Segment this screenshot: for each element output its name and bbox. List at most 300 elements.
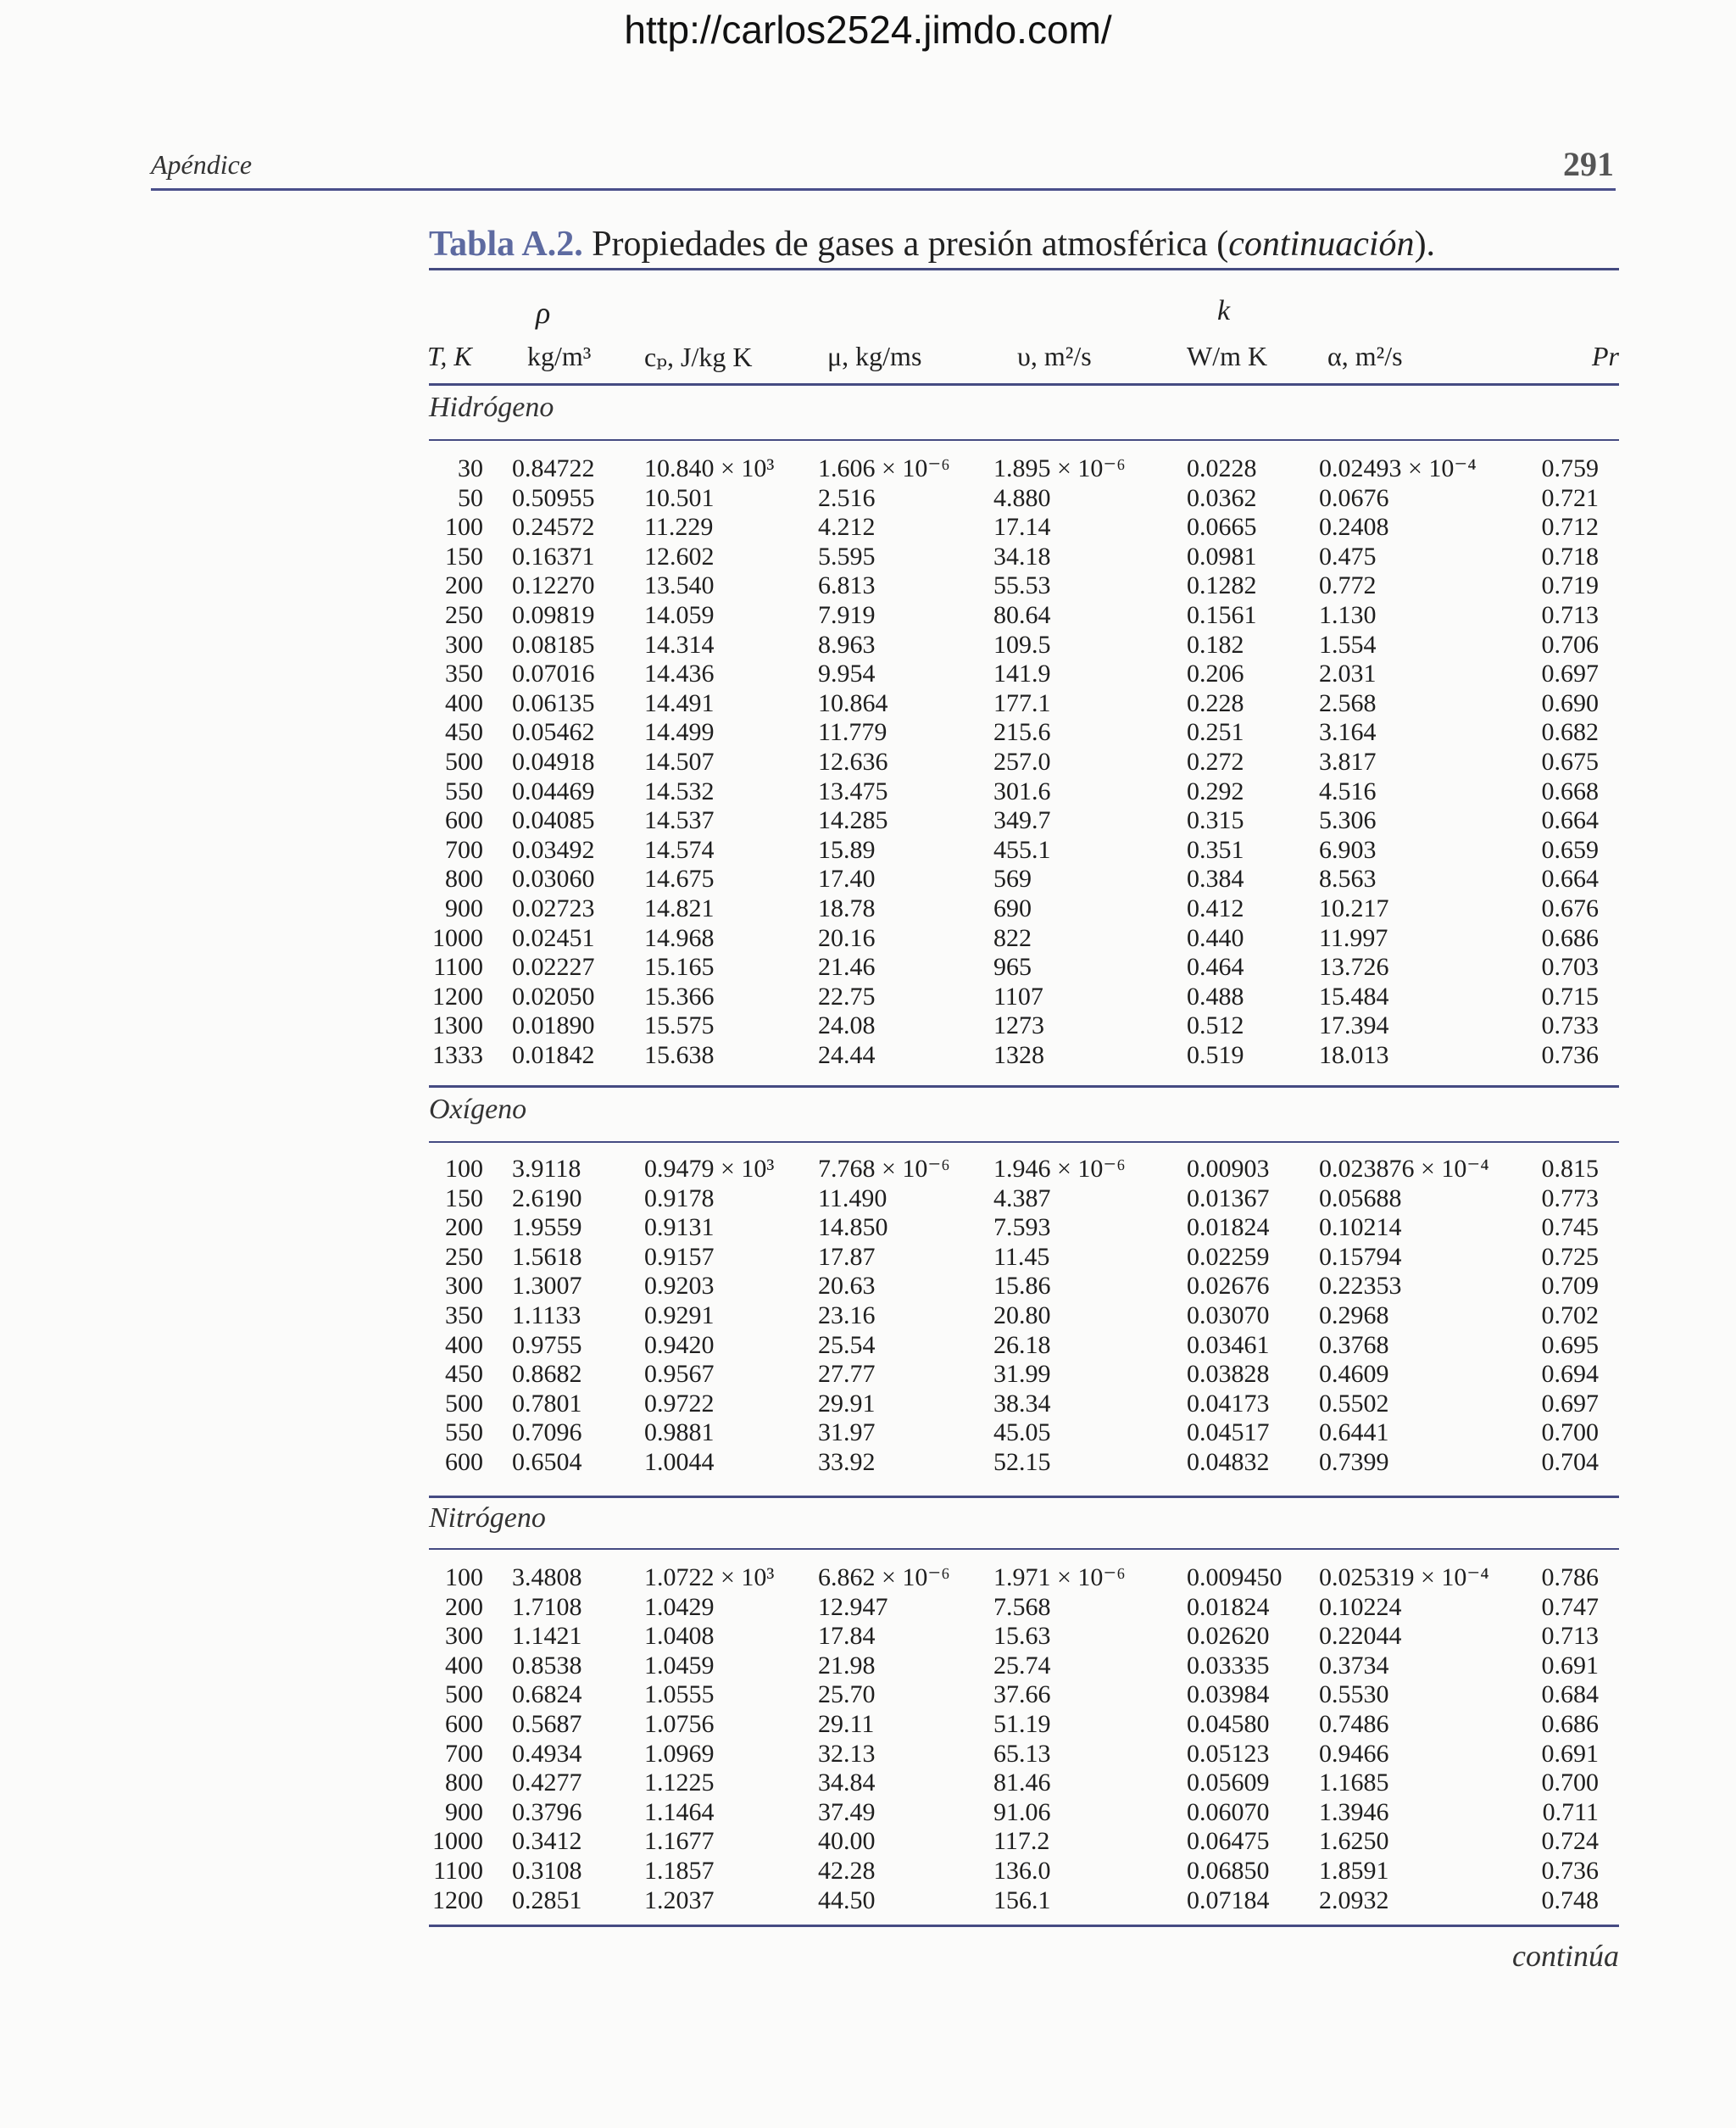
section-rule [429,383,1619,386]
cell-prandtl: 0.719 [1541,571,1599,600]
table-row [0,1041,1736,1071]
table-bottom-rule [429,1925,1619,1927]
cell-conductivity: 0.272 [1187,748,1244,776]
cell-specific-heat: 1.0969 [644,1739,715,1768]
cell-specific-heat: 12.602 [644,542,715,571]
cell-viscosity: 6.862 × 10⁻⁶ [818,1563,950,1591]
table-row [0,601,1736,631]
table-row [0,513,1736,543]
cell-prandtl: 0.686 [1541,923,1599,952]
cell-conductivity: 0.0228 [1187,454,1257,482]
cell-diffusivity: 0.025319 × 10⁻⁴ [1319,1563,1489,1591]
cell-kinematic-viscosity: 45.05 [993,1418,1051,1447]
cell-viscosity: 24.44 [818,1041,876,1069]
cell-prandtl: 0.684 [1541,1680,1599,1709]
cell-diffusivity: 0.0676 [1319,483,1389,512]
header-specific-heat: cₚ, J/kg K [644,342,753,372]
cell-viscosity: 22.75 [818,982,876,1011]
cell-diffusivity: 2.568 [1319,688,1377,717]
cell-temperature: 100 [445,1155,483,1183]
cell-temperature: 400 [445,688,483,717]
cell-temperature: 250 [445,601,483,629]
cell-density: 0.03492 [512,835,595,864]
cell-temperature: 300 [445,1272,483,1301]
cell-conductivity: 0.06850 [1187,1857,1270,1885]
cell-viscosity: 37.49 [818,1797,876,1826]
cell-kinematic-viscosity: 4.880 [993,483,1051,512]
cell-density: 0.01890 [512,1011,595,1040]
cell-temperature: 500 [445,1680,483,1709]
caption-rule [429,268,1619,270]
cell-viscosity: 24.08 [818,1011,876,1040]
cell-temperature: 400 [445,1651,483,1680]
header-viscosity: μ, kg/ms [827,341,922,371]
table-row [0,1272,1736,1301]
cell-density: 0.8682 [512,1360,582,1389]
cell-viscosity: 33.92 [818,1448,876,1476]
cell-conductivity: 0.03335 [1187,1651,1270,1680]
cell-density: 0.9755 [512,1330,582,1359]
cell-conductivity: 0.464 [1187,953,1244,982]
cell-conductivity: 0.0362 [1187,483,1257,512]
cell-temperature: 150 [445,542,483,571]
cell-prandtl: 0.745 [1541,1213,1599,1242]
table-row [0,484,1736,514]
cell-diffusivity: 15.484 [1319,982,1389,1011]
cell-specific-heat: 0.9157 [644,1242,715,1271]
cell-conductivity: 0.488 [1187,982,1244,1011]
cell-density: 0.2851 [512,1886,582,1914]
cell-diffusivity: 0.475 [1319,542,1377,571]
cell-density: 0.09819 [512,601,595,629]
cell-prandtl: 0.715 [1541,982,1599,1011]
cell-conductivity: 0.206 [1187,660,1244,688]
cell-kinematic-viscosity: 177.1 [993,688,1051,717]
cell-prandtl: 0.706 [1541,630,1599,659]
cell-temperature: 550 [445,777,483,805]
cell-specific-heat: 14.675 [644,865,715,894]
cell-specific-heat: 1.0555 [644,1680,715,1709]
table-row [0,1243,1736,1273]
cell-conductivity: 0.06475 [1187,1827,1270,1856]
cell-conductivity: 0.04173 [1187,1389,1270,1418]
cell-viscosity: 12.636 [818,748,888,776]
table-row [0,1390,1736,1419]
cell-diffusivity: 1.6250 [1319,1827,1389,1856]
cell-specific-heat: 0.9420 [644,1330,715,1359]
cell-viscosity: 25.70 [818,1680,876,1709]
table-row [0,1301,1736,1331]
cell-conductivity: 0.07184 [1187,1886,1270,1914]
cell-diffusivity: 0.02493 × 10⁻⁴ [1319,454,1477,482]
cell-prandtl: 0.748 [1541,1886,1599,1914]
table-label: Tabla A.2. [429,225,583,264]
cell-diffusivity: 0.15794 [1319,1242,1402,1271]
cell-diffusivity: 0.7486 [1319,1710,1389,1738]
cell-diffusivity: 0.2408 [1319,513,1389,542]
cell-viscosity: 20.63 [818,1272,876,1301]
cell-prandtl: 0.691 [1541,1651,1599,1680]
cell-density: 0.04469 [512,777,595,805]
cell-kinematic-viscosity: 117.2 [993,1827,1050,1856]
cell-specific-heat: 15.638 [644,1041,715,1069]
cell-temperature: 900 [445,1797,483,1826]
cell-density: 0.02723 [512,894,595,922]
cell-diffusivity: 2.031 [1319,660,1377,688]
cell-specific-heat: 14.314 [644,630,715,659]
cell-temperature: 700 [445,1739,483,1768]
cell-density: 1.1133 [512,1301,581,1329]
header-k-symbol: k [1217,295,1231,326]
cell-diffusivity: 0.3734 [1319,1651,1389,1680]
cell-density: 0.04085 [512,806,595,835]
cell-prandtl: 0.676 [1541,894,1599,922]
cell-specific-heat: 10.840 × 10³ [644,454,775,482]
cell-viscosity: 29.91 [818,1389,876,1418]
cell-conductivity: 0.03070 [1187,1301,1270,1329]
cell-diffusivity: 4.516 [1319,777,1377,805]
cell-prandtl: 0.675 [1541,748,1599,776]
section-inner-rule [429,1548,1619,1550]
cell-viscosity: 7.919 [818,601,876,629]
cell-kinematic-viscosity: 51.19 [993,1710,1051,1738]
cell-prandtl: 0.703 [1541,953,1599,982]
cell-temperature: 500 [445,748,483,776]
cell-density: 0.02227 [512,953,595,982]
cell-specific-heat: 10.501 [644,483,715,512]
cell-temperature: 250 [445,1242,483,1271]
cell-prandtl: 0.690 [1541,688,1599,717]
cell-specific-heat: 14.532 [644,777,715,805]
cell-conductivity: 0.412 [1187,894,1244,922]
cell-temperature: 1000 [432,923,483,952]
cell-conductivity: 0.292 [1187,777,1244,805]
cell-kinematic-viscosity: 20.80 [993,1301,1051,1329]
cell-kinematic-viscosity: 822 [993,923,1032,952]
cell-kinematic-viscosity: 215.6 [993,718,1051,747]
cell-temperature: 100 [445,1563,483,1591]
cell-density: 0.05462 [512,718,595,747]
running-head: Apéndice [151,149,253,180]
table-row [0,1593,1736,1623]
cell-specific-heat: 14.499 [644,718,715,747]
cell-kinematic-viscosity: 1.971 × 10⁻⁶ [993,1563,1126,1591]
cell-diffusivity: 8.563 [1319,865,1377,894]
table-row [0,571,1736,601]
cell-kinematic-viscosity: 569 [993,865,1032,894]
cell-temperature: 600 [445,1448,483,1476]
cell-prandtl: 0.733 [1541,1011,1599,1040]
cell-temperature: 1300 [432,1011,483,1040]
cell-conductivity: 0.01824 [1187,1213,1270,1242]
cell-specific-heat: 15.575 [644,1011,715,1040]
cell-density: 0.3796 [512,1797,582,1826]
cell-density: 1.3007 [512,1272,582,1301]
cell-specific-heat: 14.491 [644,688,715,717]
table-row [0,1769,1736,1798]
cell-conductivity: 0.04580 [1187,1710,1270,1738]
cell-conductivity: 0.02676 [1187,1272,1270,1301]
cell-temperature: 100 [445,513,483,542]
header-temperature: T, K [427,341,472,371]
cell-temperature: 550 [445,1418,483,1447]
cell-density: 0.6824 [512,1680,582,1709]
cell-prandtl: 0.659 [1541,835,1599,864]
cell-specific-heat: 1.1464 [644,1797,715,1826]
cell-viscosity: 21.46 [818,953,876,982]
cell-viscosity: 42.28 [818,1857,876,1885]
cell-temperature: 1100 [433,953,483,982]
table-row [0,1622,1736,1652]
cell-kinematic-viscosity: 11.45 [993,1242,1050,1271]
cell-kinematic-viscosity: 965 [993,953,1032,982]
cell-diffusivity: 0.5502 [1319,1389,1389,1418]
cell-diffusivity: 0.10214 [1319,1213,1402,1242]
cell-density: 0.3412 [512,1827,582,1856]
cell-prandtl: 0.697 [1541,660,1599,688]
cell-prandtl: 0.694 [1541,1360,1599,1389]
cell-temperature: 800 [445,865,483,894]
table-row [0,660,1736,689]
cell-viscosity: 32.13 [818,1739,876,1768]
cell-temperature: 400 [445,1330,483,1359]
cell-viscosity: 44.50 [818,1886,876,1914]
cell-temperature: 900 [445,894,483,922]
cell-viscosity: 15.89 [818,835,876,864]
cell-specific-heat: 0.9178 [644,1184,715,1212]
header-prandtl: Pr [1592,341,1619,371]
cell-prandtl: 0.713 [1541,601,1599,629]
table-row [0,1680,1736,1710]
cell-kinematic-viscosity: 136.0 [993,1857,1051,1885]
cell-density: 0.8538 [512,1651,582,1680]
table-row [0,1331,1736,1361]
table-row [0,1710,1736,1740]
table-row [0,777,1736,807]
table-row [0,1798,1736,1828]
table-row [0,865,1736,894]
cell-viscosity: 27.77 [818,1360,876,1389]
cell-diffusivity: 0.023876 × 10⁻⁴ [1319,1155,1489,1183]
cell-temperature: 1100 [433,1857,483,1885]
cell-density: 0.50955 [512,483,595,512]
table-row [0,1740,1736,1769]
cell-temperature: 1200 [432,1886,483,1914]
cell-diffusivity: 0.3768 [1319,1330,1389,1359]
cell-specific-heat: 13.540 [644,571,715,600]
cell-kinematic-viscosity: 349.7 [993,806,1051,835]
cell-conductivity: 0.02620 [1187,1622,1270,1651]
table-row [0,1418,1736,1448]
cell-viscosity: 20.16 [818,923,876,952]
cell-diffusivity: 13.726 [1319,953,1389,982]
cell-diffusivity: 11.997 [1319,923,1388,952]
table-row [0,1857,1736,1886]
cell-kinematic-viscosity: 34.18 [993,542,1051,571]
cell-specific-heat: 1.0459 [644,1651,715,1680]
cell-temperature: 450 [445,718,483,747]
cell-viscosity: 9.954 [818,660,876,688]
cell-temperature: 300 [445,1622,483,1651]
cell-conductivity: 0.05609 [1187,1769,1270,1797]
cell-kinematic-viscosity: 65.13 [993,1739,1051,1768]
cell-diffusivity: 0.5530 [1319,1680,1389,1709]
cell-specific-heat: 1.0722 × 10³ [644,1563,775,1591]
cell-temperature: 300 [445,630,483,659]
cell-viscosity: 14.850 [818,1213,888,1242]
cell-diffusivity: 0.772 [1319,571,1377,600]
cell-diffusivity: 0.7399 [1319,1448,1389,1476]
section-title: Oxígeno [429,1094,527,1125]
cell-viscosity: 12.947 [818,1592,888,1621]
cell-density: 0.07016 [512,660,595,688]
cell-temperature: 1000 [432,1827,483,1856]
cell-temperature: 150 [445,1184,483,1212]
cell-density: 0.24572 [512,513,595,542]
cell-prandtl: 0.815 [1541,1155,1599,1183]
caption-text: Propiedades de gases a presión atmosférica ( [582,225,1229,264]
table-row [0,1184,1736,1214]
cell-kinematic-viscosity: 25.74 [993,1651,1051,1680]
table-row [0,631,1736,660]
cell-kinematic-viscosity: 301.6 [993,777,1051,805]
cell-density: 1.1421 [512,1622,582,1651]
cell-diffusivity: 2.0932 [1319,1886,1389,1914]
cell-specific-heat: 14.059 [644,601,715,629]
table-row [0,1360,1736,1390]
cell-kinematic-viscosity: 690 [993,894,1032,922]
cell-prandtl: 0.700 [1541,1418,1599,1447]
cell-kinematic-viscosity: 4.387 [993,1184,1051,1212]
table-row [0,543,1736,572]
cell-viscosity: 40.00 [818,1827,876,1856]
source-url: http://carlos2524.jimdo.com/ [624,8,1112,52]
header-rho-symbol: ρ [536,296,551,330]
table-row [0,1886,1736,1916]
cell-diffusivity: 0.6441 [1319,1418,1389,1447]
cell-diffusivity: 3.164 [1319,718,1377,747]
cell-viscosity: 2.516 [818,483,876,512]
cell-conductivity: 0.00903 [1187,1155,1270,1183]
cell-density: 0.12270 [512,571,595,600]
cell-prandtl: 0.736 [1541,1857,1599,1885]
header-kinematic-viscosity: υ, m²/s [1017,341,1092,371]
cell-viscosity: 11.490 [818,1184,887,1212]
cell-kinematic-viscosity: 37.66 [993,1680,1051,1709]
cell-viscosity: 5.595 [818,542,876,571]
cell-diffusivity: 6.903 [1319,835,1377,864]
cell-conductivity: 0.228 [1187,688,1244,717]
cell-specific-heat: 1.0429 [644,1592,715,1621]
cell-kinematic-viscosity: 91.06 [993,1797,1051,1826]
cell-viscosity: 14.285 [818,806,888,835]
cell-specific-heat: 0.9881 [644,1418,715,1447]
cell-density: 0.06135 [512,688,595,717]
cell-specific-heat: 0.9203 [644,1272,715,1301]
cell-specific-heat: 1.1677 [644,1827,715,1856]
cell-conductivity: 0.03984 [1187,1680,1270,1709]
cell-specific-heat: 14.436 [644,660,715,688]
cell-temperature: 600 [445,1710,483,1738]
cell-density: 0.3108 [512,1857,582,1885]
cell-density: 1.9559 [512,1213,582,1242]
cell-density: 3.9118 [512,1155,581,1183]
cell-prandtl: 0.702 [1541,1301,1599,1329]
cell-viscosity: 29.11 [818,1710,875,1738]
cell-conductivity: 0.1282 [1187,571,1257,600]
cell-temperature: 200 [445,1592,483,1621]
cell-kinematic-viscosity: 156.1 [993,1886,1051,1914]
cell-density: 0.16371 [512,542,595,571]
cell-prandtl: 0.724 [1541,1827,1599,1856]
cell-viscosity: 18.78 [818,894,876,922]
cell-viscosity: 13.475 [818,777,888,805]
cell-viscosity: 17.87 [818,1242,876,1271]
table-row [0,748,1736,777]
table-row [0,924,1736,954]
page-number: 291 [1563,145,1614,183]
cell-kinematic-viscosity: 7.593 [993,1213,1051,1242]
header-rule [151,188,1616,191]
cell-temperature: 450 [445,1360,483,1389]
cell-temperature: 50 [458,483,483,512]
cell-prandtl: 0.713 [1541,1622,1599,1651]
table-row [0,1011,1736,1041]
continues-note: continúa [1512,1939,1619,1973]
cell-prandtl: 0.736 [1541,1041,1599,1069]
section-title: Nitrógeno [429,1502,546,1534]
cell-kinematic-viscosity: 80.64 [993,601,1051,629]
cell-specific-heat: 0.9722 [644,1389,715,1418]
cell-prandtl: 0.682 [1541,718,1599,747]
cell-specific-heat: 0.9291 [644,1301,715,1329]
cell-viscosity: 6.813 [818,571,876,600]
cell-diffusivity: 10.217 [1319,894,1389,922]
cell-prandtl: 0.712 [1541,513,1599,542]
cell-prandtl: 0.704 [1541,1448,1599,1476]
table-row [0,1213,1736,1243]
cell-density: 1.7108 [512,1592,582,1621]
cell-density: 0.84722 [512,454,595,482]
table-row [0,1652,1736,1681]
cell-conductivity: 0.519 [1187,1041,1244,1069]
cell-prandtl: 0.664 [1541,806,1599,835]
section-inner-rule [429,439,1619,441]
cell-viscosity: 34.84 [818,1769,876,1797]
cell-viscosity: 4.212 [818,513,876,542]
cell-conductivity: 0.02259 [1187,1242,1270,1271]
cell-diffusivity: 3.817 [1319,748,1377,776]
cell-temperature: 350 [445,1301,483,1329]
cell-density: 0.4934 [512,1739,582,1768]
cell-prandtl: 0.711 [1542,1797,1599,1826]
cell-temperature: 500 [445,1389,483,1418]
table-row [0,454,1736,484]
table-row [0,806,1736,836]
cell-diffusivity: 0.2968 [1319,1301,1389,1329]
cell-specific-heat: 14.507 [644,748,715,776]
cell-conductivity: 0.0981 [1187,542,1257,571]
cell-prandtl: 0.721 [1541,483,1599,512]
cell-viscosity: 11.779 [818,718,887,747]
cell-kinematic-viscosity: 31.99 [993,1360,1051,1389]
cell-temperature: 800 [445,1769,483,1797]
header-diffusivity: α, m²/s [1327,341,1403,371]
cell-specific-heat: 0.9567 [644,1360,715,1389]
cell-kinematic-viscosity: 141.9 [993,660,1051,688]
cell-density: 0.02451 [512,923,595,952]
cell-kinematic-viscosity: 81.46 [993,1769,1051,1797]
